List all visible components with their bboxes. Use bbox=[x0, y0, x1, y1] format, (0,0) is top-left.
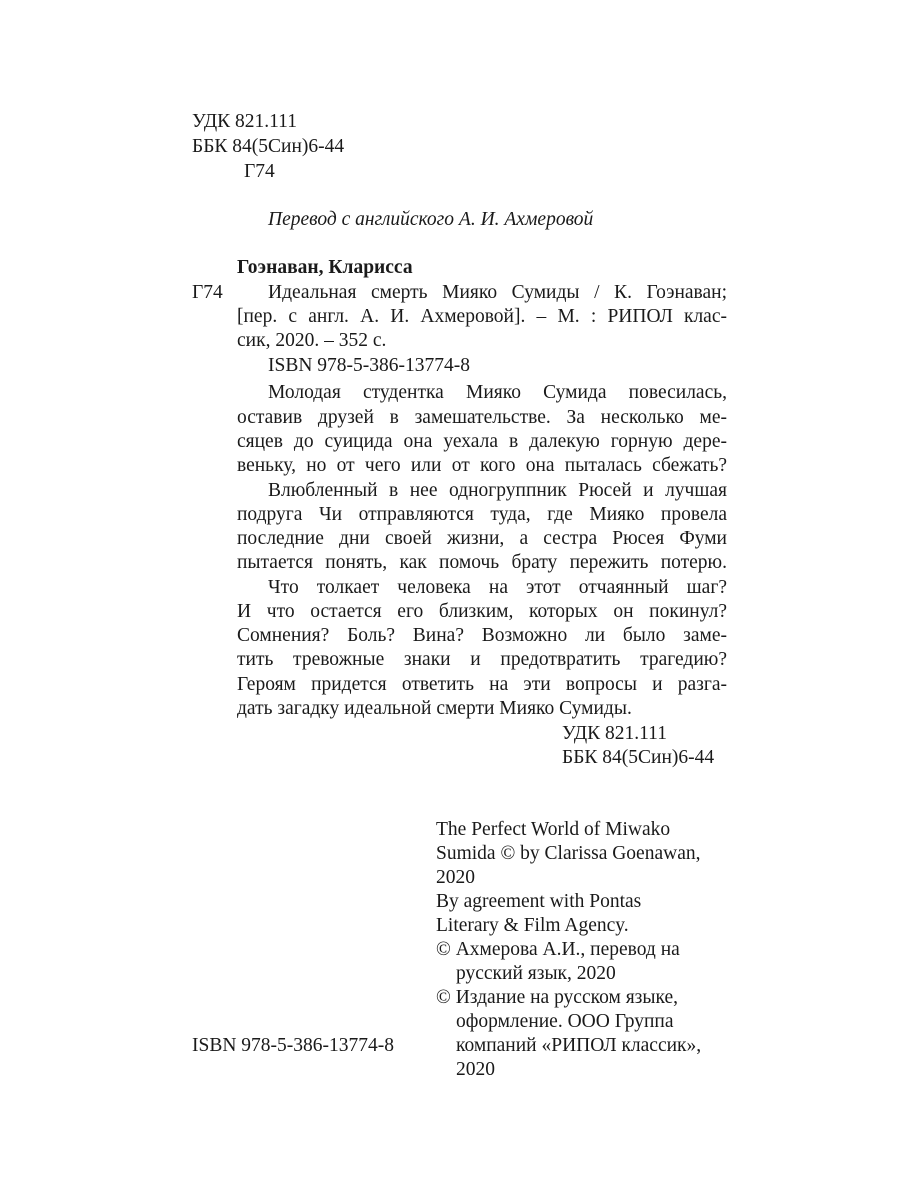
copyright-line: Literary & Film Agency. bbox=[436, 915, 629, 936]
copyright-line: © Ахмерова А.И., перевод на bbox=[436, 939, 680, 960]
annotation-line: последние дни своей жизни, а сестра Рюсея Фуми bbox=[237, 528, 727, 549]
copyright-line: компаний «РИПОЛ классик», bbox=[456, 1035, 702, 1056]
annotation-line: Героям придется ответить на эти вопросы и разга- bbox=[237, 674, 727, 695]
entry-author: Гоэнаван, Кларисса bbox=[237, 257, 413, 278]
annotation-line: Влюбленный в нее одногруппник Рюсей и лучшая bbox=[268, 480, 727, 501]
annotation-line: Что толкает человека на этот отчаянный шаг? bbox=[268, 577, 727, 598]
annotation-line: дать загадку идеальной смерти Мияко Сумиды. bbox=[237, 698, 632, 719]
entry-mark: Г74 bbox=[192, 282, 223, 303]
copyright-line: оформление. ООО Группа bbox=[456, 1011, 674, 1032]
annotation-line: веньку, но от чего или от кого она пыталась сбежать? bbox=[237, 455, 727, 476]
annotation-line: тить тревожные знаки и предотвратить трагедию? bbox=[237, 649, 727, 670]
bbk-code-right: ББК 84(5Син)6-44 bbox=[562, 747, 715, 768]
annotation-line: Сомнения? Боль? Вина? Возможно ли было заме- bbox=[237, 625, 727, 646]
copyright-line: Sumida © by Clarissa Goenawan, bbox=[436, 843, 701, 864]
annotation-line: Молодая студентка Мияко Сумида повесилась, bbox=[268, 382, 727, 403]
copyright-line: 2020 bbox=[436, 867, 475, 888]
annotation-line: подруга Чи отправляются туда, где Мияко провела bbox=[237, 504, 727, 525]
annotation-line: оставив друзей в замешательстве. За несколько ме- bbox=[237, 407, 727, 428]
udk-code: УДК 821.111 bbox=[192, 111, 297, 132]
copyright-line: © Издание на русском языке, bbox=[436, 987, 678, 1008]
udk-code-right: УДК 821.111 bbox=[562, 723, 667, 744]
isbn-bottom: ISBN 978-5-386-13774-8 bbox=[192, 1035, 395, 1056]
annotation-line: пытается понять, как помочь брату пережить потерю. bbox=[237, 552, 727, 573]
copyright-line: 2020 bbox=[456, 1059, 495, 1080]
entry-line: Идеальная смерть Мияко Сумиды / К. Гоэнаван; bbox=[268, 282, 727, 303]
entry-isbn: ISBN 978-5-386-13774-8 bbox=[268, 355, 471, 376]
copyright-line: The Perfect World of Miwako bbox=[436, 819, 671, 840]
translation-note: Перевод с английского А. И. Ахмеровой bbox=[268, 209, 594, 230]
copyright-line: русский язык, 2020 bbox=[456, 963, 616, 984]
annotation-line: И что остается его близким, которых он покинул? bbox=[237, 601, 727, 622]
entry-line: сик, 2020. – 352 с. bbox=[237, 330, 387, 351]
entry-line: [пер. с англ. А. И. Ахмеровой]. – М. : РИПОЛ клас- bbox=[237, 306, 727, 327]
author-mark: Г74 bbox=[244, 161, 275, 182]
copyright-line: By agreement with Pontas bbox=[436, 891, 642, 912]
bbk-code: ББК 84(5Син)6-44 bbox=[192, 136, 345, 157]
annotation-line: сяцев до суицида она уехала в далекую горную дере- bbox=[237, 431, 727, 452]
